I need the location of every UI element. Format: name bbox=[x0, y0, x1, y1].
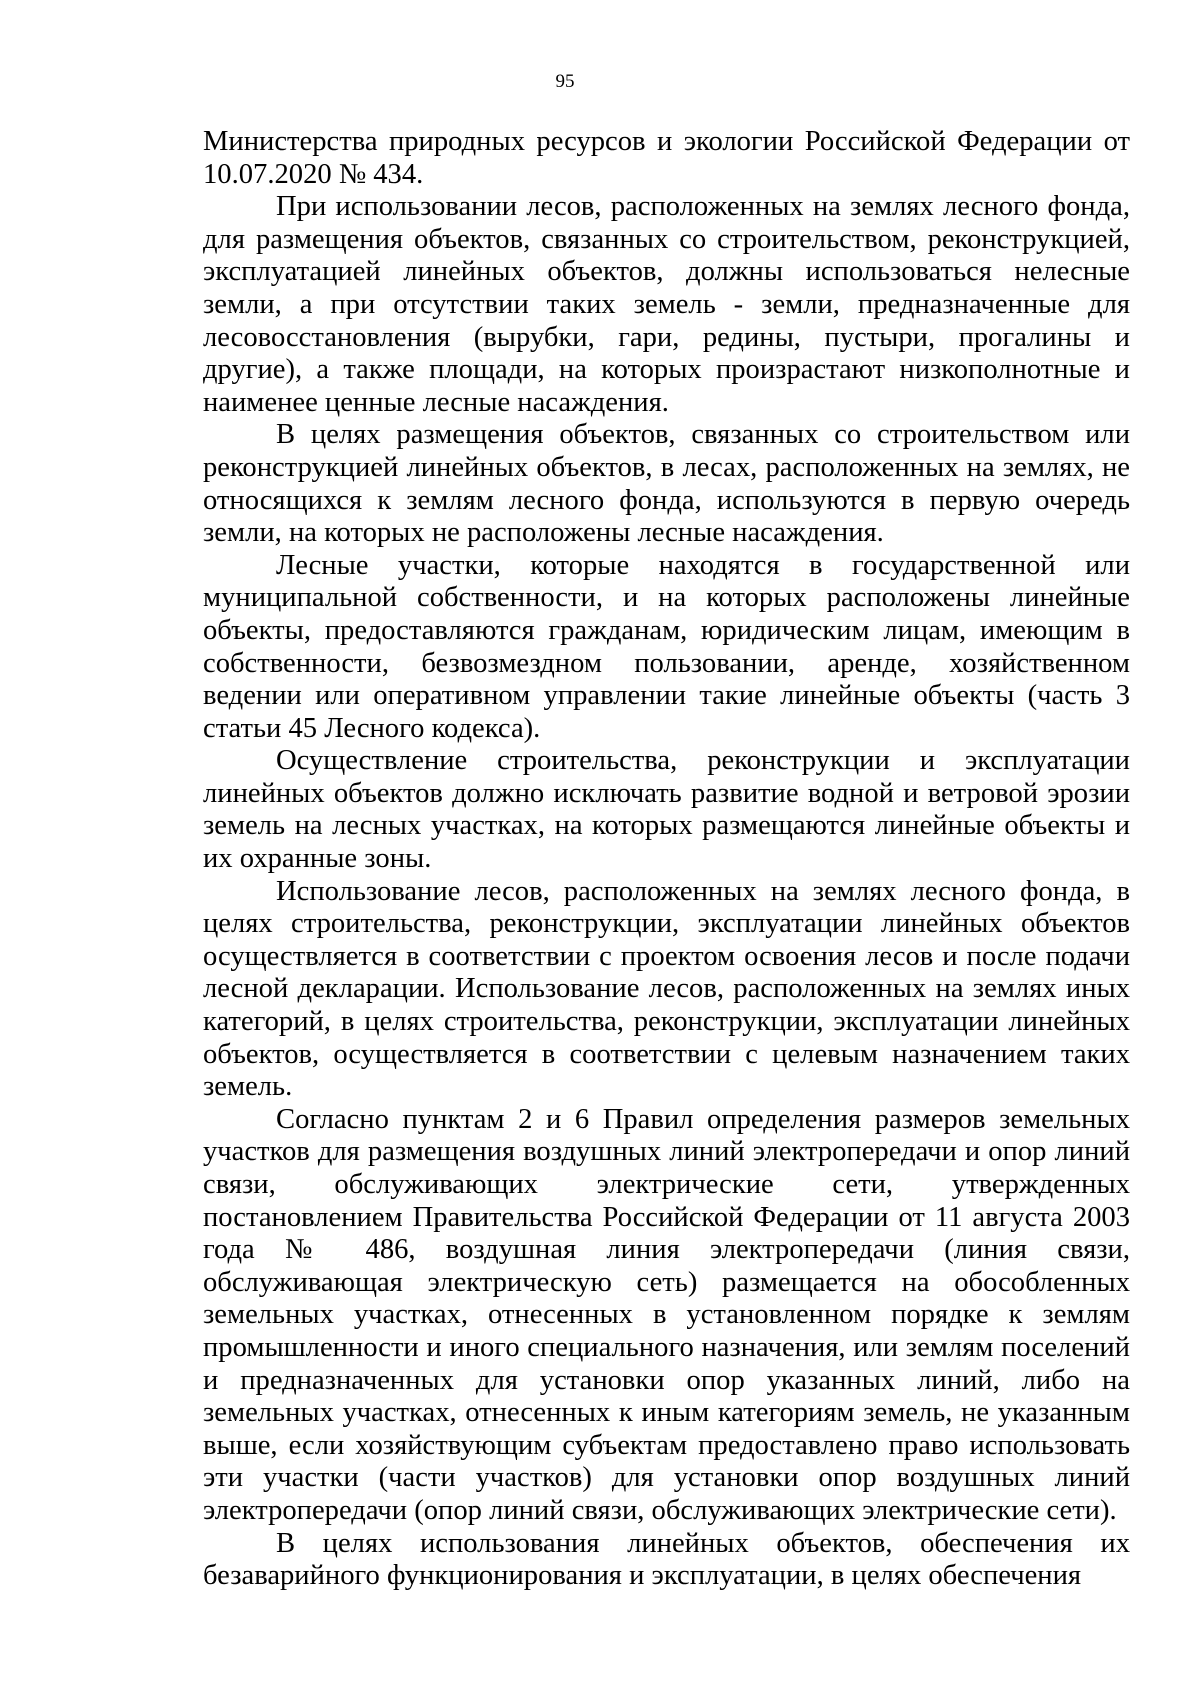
paragraph: В целях использования линейных объектов, обеспечения их безаварийного функционирования и эксплуатации, в целях обеспечения bbox=[203, 1527, 1130, 1592]
page-number: 95 bbox=[555, 71, 575, 92]
document-body bbox=[203, 126, 1130, 1593]
paragraph: Министерства природных ресурсов и экологии Российской Федерации от 10.07.2020 № 434. bbox=[203, 126, 1130, 190]
paragraph: В целях размещения объектов, связанных со строительством или реконструкцией линейных объектов, в лесах, расположенных на землях, не относящихся к землям лесного фонда, используются в первую очередь земли, на которых не расположены лесные насаждения. bbox=[203, 419, 1130, 549]
paragraph: Согласно пунктам 2 и 6 Правил определения размеров земельных участков для размещения воздушных линий электропередачи и опор линий связи, обслуживающих электрические сети, утвержденных постановлением Правительства Российской Федерации от 11 августа 2003 года № 486, воздушная линия электропередачи (линия связи, обслуживающая электрическую сеть) размещается на обособленных земельных участках, отнесенных в установленном порядке к землям промышленности и иного специального назначения, или землям поселений и предназначенных для установки опор указанных линий, либо на земельных участках, отнесенных к иным категориям земель, не указанным выше, если хозяйствующим субъектам предоставлено право использовать эти участки (части участков) для установки опор воздушных линий электропередачи (опор линий связи, обслуживающих электрические сети). bbox=[203, 1103, 1130, 1526]
paragraph: При использовании лесов, расположенных на землях лесного фонда, для размещения объектов, связанных со строительством, реконструкцией, эксплуатацией линейных объектов, должны использоваться нелесные земли, а при отсутствии таких земель - земли, предназначенные для лесовосстановления (вырубки, гари, редины, пустыри, прогалины и другие), а также площади, на которых произрастают низкополнотные и наименее ценные лесные насаждения. bbox=[203, 191, 1130, 418]
paragraph: Лесные участки, которые находятся в государственной или муниципальной собственности, и на которых расположены линейные объекты, предоставляются гражданам, юридическим лицам, имеющим в собственности, безвозмездном пользовании, аренде, хозяйственном ведении или оперативном управлении такие линейные объекты (часть 3 статьи 45 Лесного кодекса). bbox=[203, 549, 1130, 744]
paragraph: Осуществление строительства, реконструкции и эксплуатации линейных объектов должно исключать развитие водной и ветровой эрозии земель на лесных участках, на которых размещаются линейные объекты и их охранные зоны. bbox=[203, 745, 1130, 875]
paragraph: Использование лесов, расположенных на землях лесного фонда, в целях строительства, реконструкции, эксплуатации линейных объектов осуществляется в соответствии с проектом освоения лесов и после подачи лесной декларации. Использование лесов, расположенных на землях иных категорий, в целях строительства, реконструкции, эксплуатации линейных объектов, осуществляется в соответствии с целевым назначением таких земель. bbox=[203, 875, 1130, 1103]
